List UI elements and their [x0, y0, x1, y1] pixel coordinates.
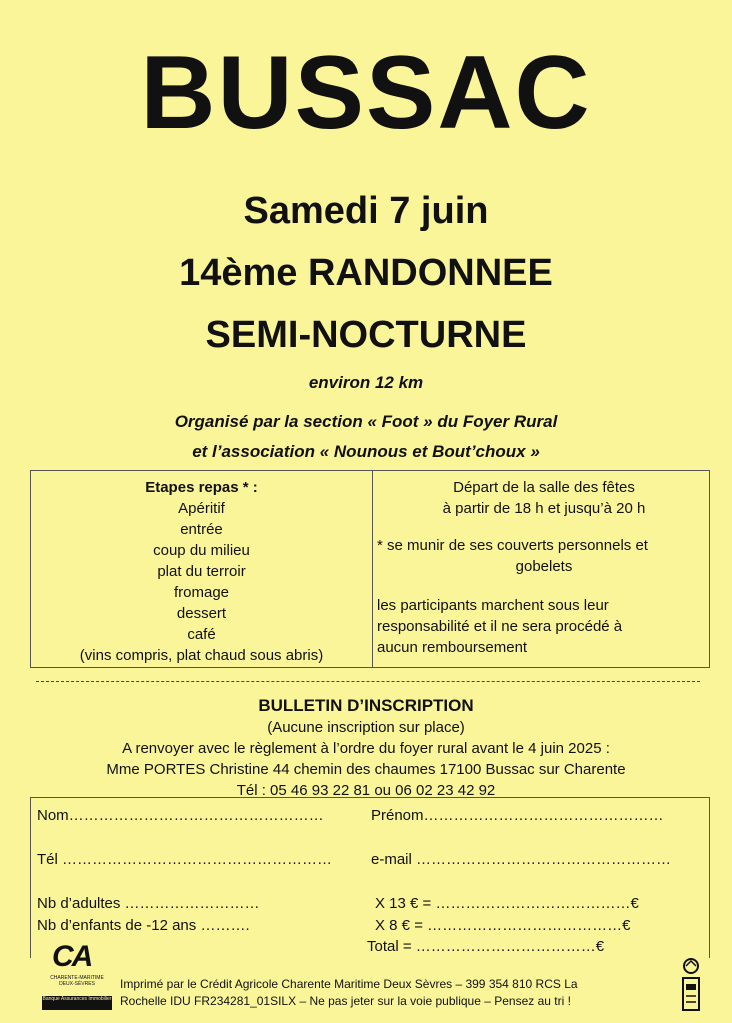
meal-stage: (vins compris, plat chaud sous abris)	[79, 647, 324, 664]
credit-agricole-logo	[42, 940, 112, 1010]
organiser-line-2: et l’association « Nounous et Bout’choux »	[192, 442, 540, 461]
meal-stage: café	[187, 626, 216, 643]
adults-price-field[interactable]: X 13 € = …………………………………€	[375, 895, 639, 912]
nom-field[interactable]: Nom……………………………………………	[37, 807, 324, 824]
responsibility-line-1: les participants marchent sous leur	[377, 597, 609, 614]
prenom-field[interactable]: Prénom…………………………………………	[371, 807, 664, 824]
email-field[interactable]: e-mail ……………………………………………	[371, 851, 672, 868]
depart-line-1: Départ de la salle des fêtes	[453, 479, 635, 496]
ca-logo-band: Banque Assurances Immobilier	[42, 996, 112, 1010]
event-subtitle: SEMI-NOCTURNE	[205, 314, 527, 356]
registration-form	[30, 797, 710, 958]
ca-logo-mark: CA	[52, 940, 92, 973]
meal-stage: fromage	[173, 584, 230, 601]
meal-stage: Apéritif	[178, 500, 225, 517]
bulletin-address: Mme PORTES Christine 44 chemin des chaumes 17100 Bussac sur Charente	[106, 761, 626, 778]
depart-line-2: à partir de 18 h et jusqu’à 20 h	[442, 500, 646, 517]
total-field[interactable]: Total = ………………………………€	[367, 938, 605, 955]
responsibility-line-2: responsabilité et il ne sera procédé à	[377, 618, 623, 635]
cut-line	[36, 681, 700, 682]
bulletin-phone: Tél : 05 46 93 22 81 ou 06 02 23 42 92	[236, 782, 496, 799]
practical-info	[377, 477, 711, 658]
responsibility-line-3: aucun remboursement	[377, 639, 528, 656]
info-table-divider	[372, 471, 373, 667]
meal-stages	[31, 477, 372, 666]
event-distance: environ 12 km	[308, 373, 424, 392]
printer-line-2: Rochelle IDU FR234281_01SILX – Ne pas jeter sur la voie publique – Pensez au tri !	[120, 994, 571, 1008]
meal-stage: plat du terroir	[157, 563, 246, 580]
note-line-2: gobelets	[515, 558, 573, 575]
bulletin-line-1: (Aucune inscription sur place)	[267, 719, 465, 736]
bulletin-title: BULLETIN D’INSCRIPTION	[258, 696, 474, 715]
children-count-field[interactable]: Nb d’enfants de -12 ans ……….	[37, 917, 250, 934]
meal-stages-heading: Etapes repas * :	[145, 479, 258, 496]
note-line-1: * se munir de ses couverts personnels et	[377, 537, 648, 554]
meal-stage: dessert	[176, 605, 227, 622]
meal-stage: entrée	[180, 521, 223, 538]
meal-stage: coup du milieu	[153, 542, 250, 559]
ca-logo-name: CHARENTE-MARITIME DEUX-SÈVRES	[50, 975, 104, 987]
tel-field[interactable]: Tél ………………………………………………	[37, 851, 333, 868]
event-title: 14ème RANDONNEE	[179, 252, 553, 294]
printer-line-1: Imprimé par le Crédit Agricole Charente Maritime Deux Sèvres – 399 354 810 RCS La	[120, 977, 578, 991]
info-table	[30, 470, 710, 668]
bulletin-line-2: A renvoyer avec le règlement à l’ordre du foyer rural avant le 4 juin 2025 :	[122, 740, 610, 757]
poster-title: BUSSAC	[140, 35, 592, 151]
organiser-line-1: Organisé par la section « Foot » du Foyer Rural	[174, 412, 558, 431]
recycle-bin-icon	[680, 958, 702, 1014]
children-price-field[interactable]: X 8 € = …………………………………€	[375, 917, 631, 934]
adults-count-field[interactable]: Nb d’adultes ………………………	[37, 895, 260, 912]
event-date: Samedi 7 juin	[243, 190, 489, 232]
